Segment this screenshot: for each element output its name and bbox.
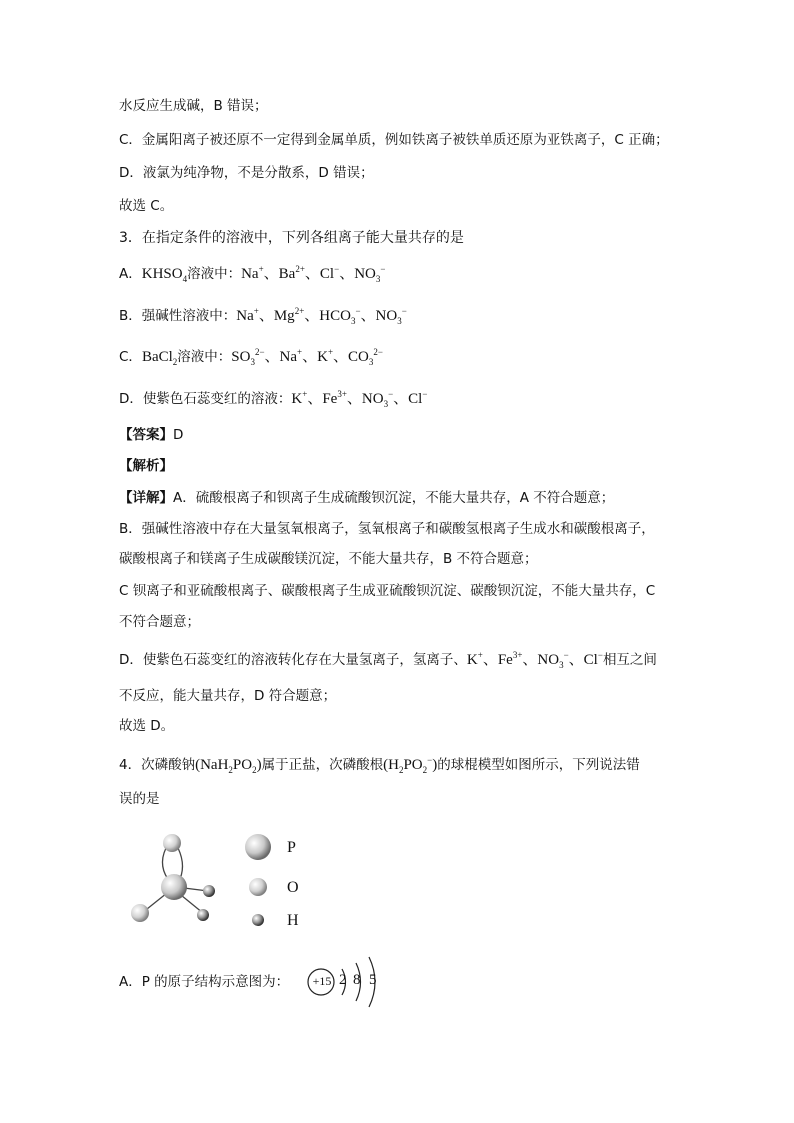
hydrogen-atom <box>203 885 215 897</box>
oxygen-atom <box>131 904 149 922</box>
detail-line: 不符合题意； <box>119 614 200 630</box>
question-4-option-a: A．P 的原子结构示意图为： <box>119 974 290 990</box>
atomic-structure-diagram <box>305 955 395 1011</box>
detail-line: C 钡离子和亚硫酸根离子、碳酸根离子生成亚硫酸钡沉淀、碳酸钡沉淀，不能大量共存，C <box>119 583 656 599</box>
question-3-stem: 3．在指定条件的溶液中，下列各组离子能大量共存的是 <box>119 230 464 246</box>
analysis-label: 【解析】 <box>119 458 173 474</box>
question-4-stem: 4．次磷酸钠$(NaH_2PO_2)$属于正盐，次磷酸根$(H_2PO_2^-)$的球棍模型如图所示，下列说法错 <box>119 755 640 775</box>
oxygen-atom <box>163 834 181 852</box>
text-line: C．金属阳离子被还原不一定得到金属单质，例如铁离子被铁单质还原为亚铁离子，C 正确； <box>119 132 669 148</box>
hydrogen-legend-icon <box>252 914 264 926</box>
detail-line: 【详解】A．硫酸根离子和钡离子生成硫酸钡沉淀，不能大量共存，A 不符合题意； <box>119 490 615 506</box>
question-3-option-d: D．使紫色石蕊变红的溶液：K+、$Fe^{3+}$、$NO_3^-$、Cl− <box>119 389 428 409</box>
question-4-stem-cont: 误的是 <box>119 791 160 807</box>
nucleus-charge: +15 <box>312 974 332 988</box>
oxygen-legend-icon <box>249 878 267 896</box>
shell-1-electrons: 2 <box>339 972 347 988</box>
text-line: 故选 C。 <box>119 198 174 214</box>
legend-label-p: P <box>287 839 296 856</box>
phosphorus-legend-icon <box>245 834 271 860</box>
ball-stick-model <box>120 825 230 930</box>
legend-label-h: H <box>287 912 299 929</box>
hydrogen-atom <box>197 909 209 921</box>
detail-line: 不反应，能大量共存，D 符合题意； <box>119 688 337 704</box>
phosphorus-atom <box>161 874 187 900</box>
detail-line: 故选 D。 <box>119 718 175 734</box>
shell-3-electrons: 5 <box>369 972 377 988</box>
shell-2-electrons: 8 <box>353 972 361 988</box>
model-legend-icons <box>243 832 275 932</box>
legend-label-o: O <box>287 879 299 896</box>
question-3-option-c: C．BaCl$_2$溶液中：$SO_3^{2-}$、Na+、K+、$CO_3^{2-}$ <box>119 347 383 367</box>
answer-line: 【答案】D <box>119 427 184 443</box>
detail-line: D．使紫色石蕊变红的溶液转化存在大量氢离子，氢离子、K+、$Fe^{3+}$、$NO_3^-$、Cl−相互之间 <box>119 650 657 670</box>
text-line: D．液氯为纯净物，不是分散系，D 错误； <box>119 165 374 181</box>
detail-line: 碳酸根离子和镁离子生成碳酸镁沉淀，不能大量共存，B 不符合题意； <box>119 551 538 567</box>
detail-line: B．强碱性溶液中存在大量氢氧根离子，氢氧根离子和碳酸氢根离子生成水和碳酸根离子， <box>119 521 655 537</box>
question-3-option-b: B．强碱性溶液中：Na+、$Mg^{2+}$、$HCO_3^-$、$NO_3^-$ <box>119 306 407 326</box>
text-line: 水反应生成碱，B 错误； <box>119 98 268 114</box>
question-3-option-a: A．$KHSO_4$溶液中：Na+、$Ba^{2+}$、Cl−、$NO_3^-$ <box>119 264 386 284</box>
